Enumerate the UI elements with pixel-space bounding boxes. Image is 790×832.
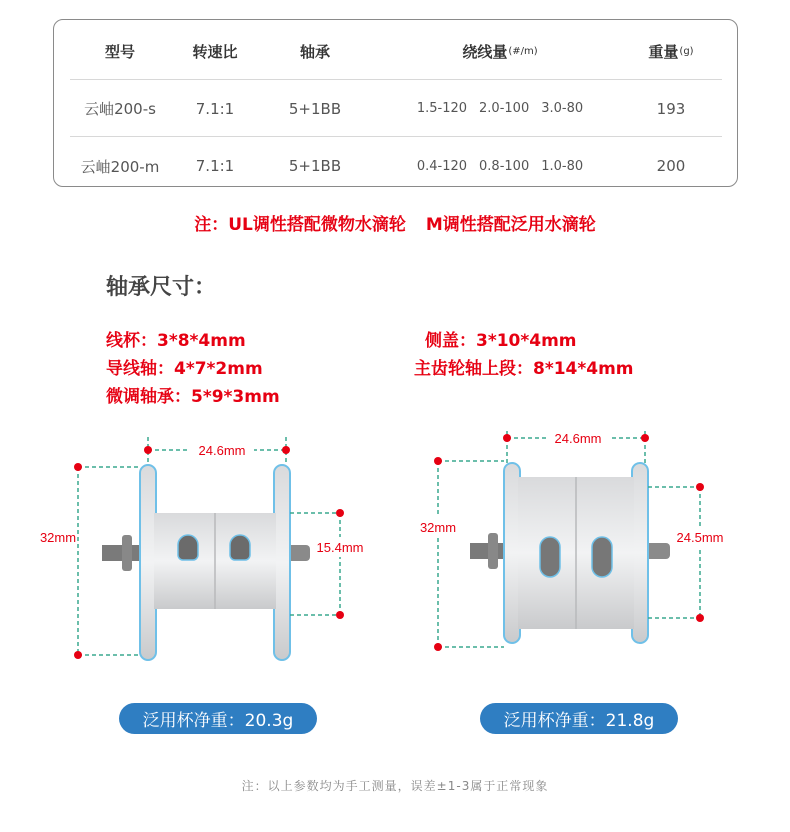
spool-shaft-knob-icon — [488, 533, 498, 569]
tuning-note — [0, 210, 790, 235]
tuning-note-ul: 注：UL调性搭配微物水滴轮 — [194, 215, 406, 235]
line-value: 1.0-80 — [541, 158, 584, 174]
header-line-capacity — [380, 24, 620, 79]
bearing-spool-cup: 线杯：3*8*4mm — [106, 331, 246, 351]
line-value: 0.4-120 — [416, 158, 468, 174]
line-value: 3.0-80 — [541, 101, 584, 116]
left-weight-badge: 泛用杯净重：20.3g — [119, 703, 317, 734]
row-weight: 193 — [656, 99, 686, 118]
header-line-unit: (#/m) — [508, 46, 538, 57]
spool-right-inner-label: 24.5mm — [676, 530, 724, 545]
header-weight-unit: (g) — [679, 46, 694, 57]
spool-rim-left-icon — [140, 465, 156, 660]
line-value: 1.5-120 — [416, 101, 468, 116]
spool-slot-icon — [592, 537, 612, 577]
tuning-note-m: M调性搭配泛用水滴轮 — [425, 215, 596, 235]
row-bearing: 5+1BB — [288, 99, 342, 118]
spool-right-width-label: 24.6mm — [554, 431, 602, 446]
row-ratio: 7.1:1 — [195, 99, 235, 118]
spool-right-height-label: 32mm — [419, 520, 457, 535]
spool-rim-left-icon — [504, 463, 520, 643]
header-line-label: 绕线量 — [462, 43, 508, 61]
spec-table — [53, 19, 738, 187]
measurement-footnote: 注：以上参数均为手工测量，误差±1-3属于正常现象 — [241, 779, 549, 793]
table-header-row — [70, 24, 722, 80]
spool-left-diagram — [40, 425, 380, 675]
spool-rim-right-icon — [274, 465, 290, 660]
header-weight-label: 重量 — [648, 43, 679, 61]
bearing-pinion-upper: 主齿轮轴上段：8*14*4mm — [414, 359, 634, 379]
bearing-side-cover: 侧盖：3*10*4mm — [425, 331, 577, 351]
bearing-size-title: 轴承尺寸： — [106, 275, 217, 300]
spool-rim-right-icon — [632, 463, 648, 643]
row-model: 云岫200-m — [80, 157, 160, 176]
spool-left-height-label: 32mm — [40, 530, 77, 545]
row-weight: 200 — [656, 157, 686, 175]
spool-right-diagram — [410, 425, 750, 675]
spool-shaft-knob-icon — [122, 535, 132, 571]
table-row — [70, 138, 722, 194]
spool-slot-icon — [178, 535, 198, 560]
header-bearing: 轴承 — [299, 43, 330, 61]
spool-slot-icon — [230, 535, 250, 560]
row-line-capacity — [380, 81, 620, 136]
line-value: 2.0-100 — [479, 101, 530, 116]
row-model: 云岫200-s — [84, 100, 156, 118]
spool-left-inner-label: 15.4mm — [316, 540, 364, 555]
spool-slot-icon — [540, 537, 560, 577]
row-bearing: 5+1BB — [288, 157, 342, 175]
header-weight — [620, 24, 722, 79]
header-model: 型号 — [104, 43, 135, 61]
header-ratio: 转速比 — [192, 43, 238, 61]
table-row — [70, 81, 722, 137]
bearing-guide-shaft: 导线轴：4*7*2mm — [106, 359, 263, 379]
line-value: 0.8-100 — [479, 158, 530, 174]
row-line-capacity — [380, 138, 620, 194]
spool-left-width-label: 24.6mm — [198, 443, 246, 458]
row-ratio: 7.1:1 — [195, 157, 235, 175]
right-weight-badge: 泛用杯净重：21.8g — [480, 703, 678, 734]
bearing-fine-tune: 微调轴承：5*9*3mm — [106, 387, 280, 407]
